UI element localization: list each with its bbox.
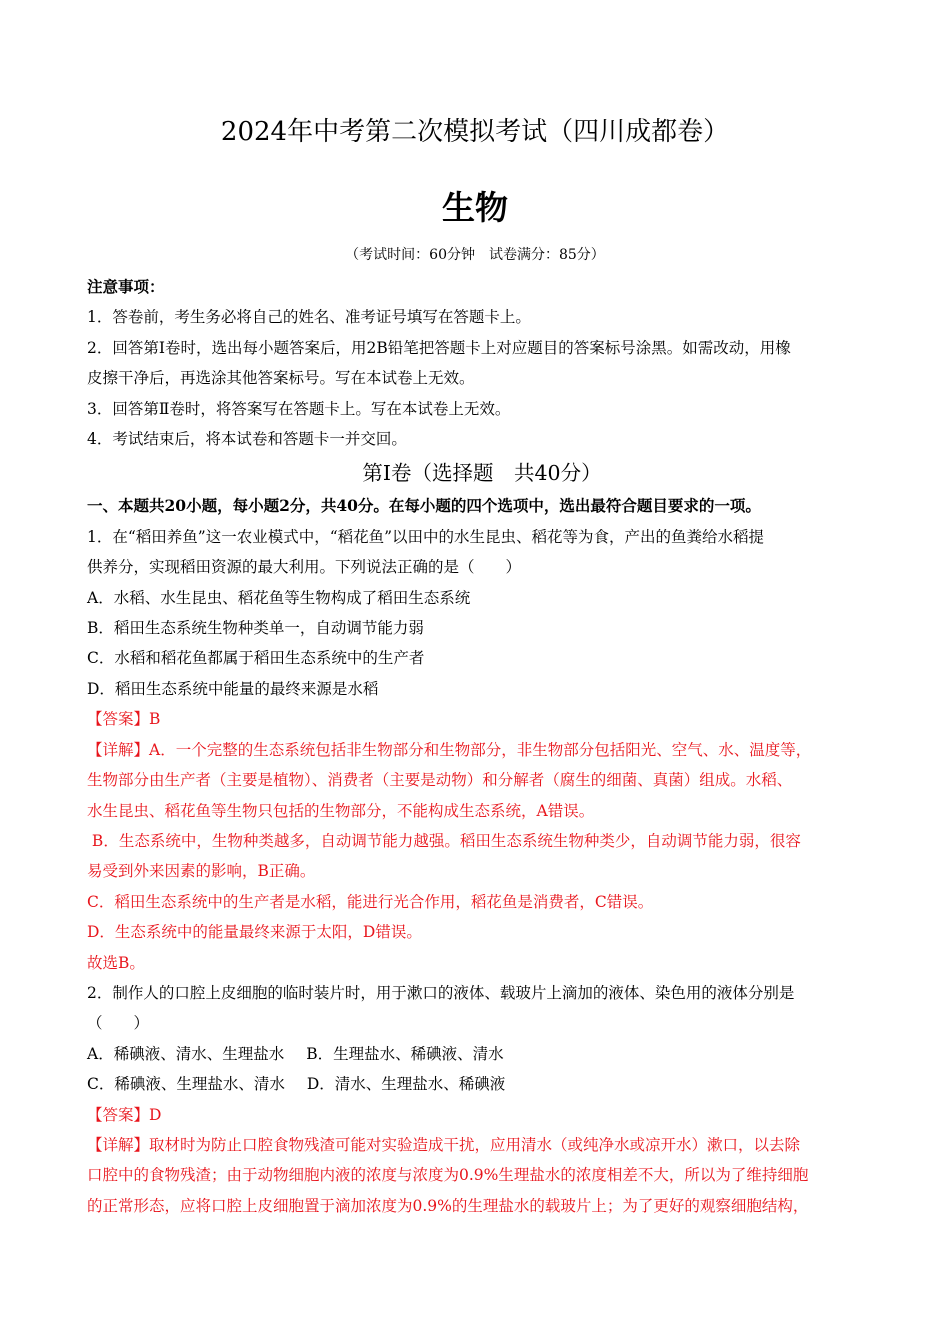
note-item: 4．考试结束后，将本试卷和答题卡一并交回。	[87, 430, 407, 449]
question-stem: （ ）	[87, 1014, 150, 1033]
question-stem: 供养分，实现稻田资源的最大利用。下列说法正确的是（ ）	[87, 558, 522, 577]
explanation-line: C．稻田生态系统中的生产者是水稻，能进行光合作用，稻花鱼是消费者，C错误。	[87, 892, 654, 911]
explanation-line: B．生态系统中，生物种类越多，自动调节能力越强。稻田生态系统生物种类少，自动调节能力弱，很容	[87, 831, 801, 850]
explanation-line: 易受到外来因素的影响，B正确。	[87, 862, 316, 881]
explanation-line: 口腔中的食物残渣；由于动物细胞内液的浓度与浓度为0.9%生理盐水的浓度相差不大，所以为了维持细胞	[87, 1166, 809, 1185]
options-row	[87, 1069, 877, 1099]
question-stem: 1．在“稻田养鱼”这一农业模式中，“稻花鱼”以田中的水生昆虫、稻花等为食，产出的鱼粪给水稻提	[87, 527, 765, 546]
question-stem: 2．制作人的口腔上皮细胞的临时装片时，用于漱口的液体、载玻片上滴加的液体、染色用的液体分别是	[87, 983, 795, 1002]
option-d: D．稻田生态系统中能量的最终来源是水稻	[87, 679, 379, 698]
note-item: 1．答卷前，考生务必将自己的姓名、准考证号填写在答题卡上。	[87, 308, 531, 327]
main-title: 2024年中考第二次模拟考试（四川成都卷）	[220, 117, 730, 147]
options-row	[87, 1039, 877, 1069]
section-title: 第Ⅰ卷（选择题 共40分）	[362, 461, 602, 486]
option-b: B．生理盐水、稀碘液、清水	[306, 1044, 504, 1063]
explanation-line: 的正常形态，应将口腔上皮细胞置于滴加浓度为0.9%的生理盐水的载玻片上；为了更好的观察细胞结构，	[87, 1196, 809, 1215]
explanation-line: 水生昆虫、稻花鱼等生物只包括的生物部分，不能构成生态系统，A错误。	[87, 801, 595, 820]
option-a: A．水稻、水生昆虫、稻花鱼等生物构成了稻田生态系统	[87, 588, 471, 607]
option-b: B．稻田生态系统生物种类单一，自动调节能力弱	[87, 619, 424, 638]
option-c: C．稀碘液、生理盐水、清水	[87, 1075, 285, 1094]
answer: 【答案】D	[87, 1105, 162, 1124]
explanation-line: 故选B。	[87, 953, 145, 972]
option-a: A．稀碘液、清水、生理盐水	[87, 1044, 285, 1063]
note-item: 3．回答第Ⅱ卷时，将答案写在答题卡上。写在本试卷上无效。	[87, 399, 511, 418]
section-instruction: 一、本题共20小题，每小题2分，共40分。在每小题的四个选项中，选出最符合题目要求的一项。	[87, 496, 761, 516]
explanation-line: D．生态系统中的能量最终来源于太阳，D错误。	[87, 923, 422, 942]
option-c: C．水稻和稻花鱼都属于稻田生态系统中的生产者	[87, 649, 425, 668]
explanation-line: 【详解】A．一个完整的生态系统包括非生物部分和生物部分，非生物部分包括阳光、空气、水、温度等，	[87, 740, 812, 759]
exam-info: （考试时间：60分钟 试卷满分：85分）	[345, 247, 605, 263]
notes-heading: 注意事项：	[87, 277, 165, 296]
explanation-line: 【详解】取材时为防止口腔食物残渣可能对实验造成干扰，应用清水（或纯净水或凉开水）漱口，以去除	[87, 1135, 801, 1154]
note-item: 皮擦干净后，再选涂其他答案标号。写在本试卷上无效。	[87, 369, 475, 388]
subject-title: 生物	[442, 188, 508, 227]
answer: 【答案】B	[87, 710, 161, 729]
content	[87, 272, 877, 1221]
note-item: 2．回答第Ⅰ卷时，选出每小题答案后，用2B铅笔把答题卡上对应题目的答案标号涂黑。如需改动，用橡	[87, 338, 791, 357]
explanation-line: 生物部分由生产者（主要是植物）、消费者（主要是动物）和分解者（腐生的细菌、真菌）组成。水稻、	[87, 771, 793, 790]
option-d: D．清水、生理盐水、稀碘液	[306, 1075, 506, 1094]
